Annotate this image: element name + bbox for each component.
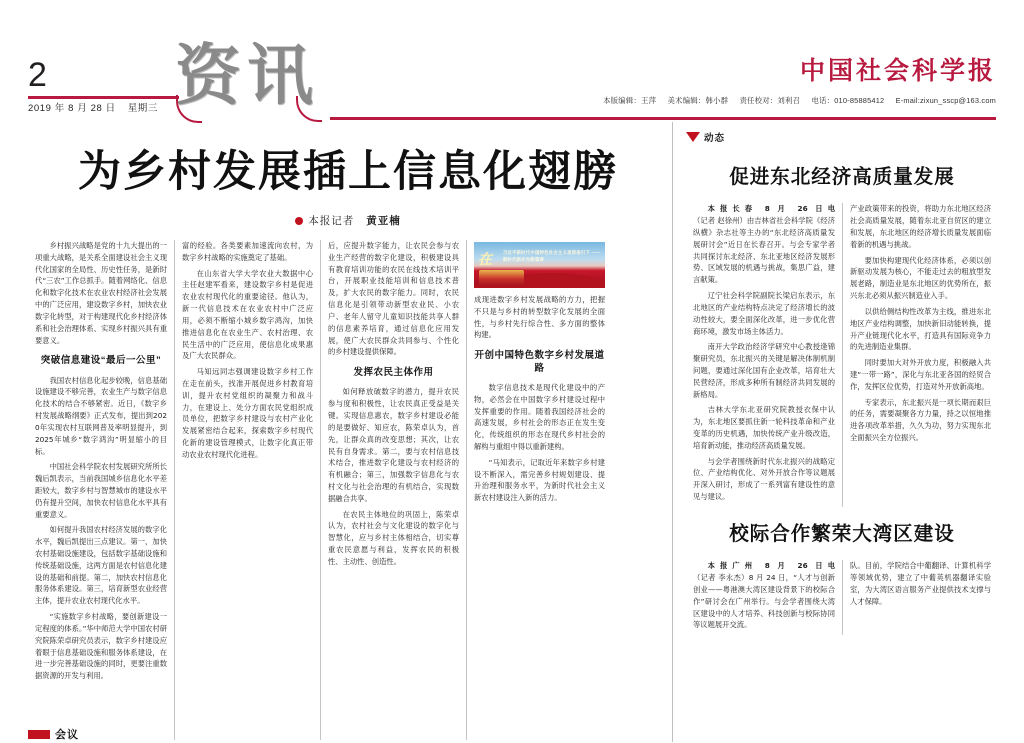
red-block-icon — [28, 730, 50, 739]
publication-date — [28, 100, 158, 114]
rail-article2-columns — [686, 560, 998, 635]
feature-column-4 — [466, 240, 612, 740]
feature-column-3 — [320, 240, 466, 740]
rail-article1-headline: 促进东北经济高质量发展 — [729, 166, 955, 188]
dateline: 本报长春 8 月 26 日电 — [707, 204, 835, 214]
bottom-section-label: 会议 — [55, 729, 79, 741]
byline-bullet-icon — [295, 217, 303, 225]
credit-art-editor: 美术编辑：韩小群 — [667, 96, 729, 105]
paragraph — [693, 203, 835, 286]
reporter-credit: （记者 赵徐州） — [693, 216, 747, 226]
dateline: 本报广州 8 月 26 日电 — [707, 561, 835, 571]
rail-column-1 — [686, 203, 842, 507]
feature-columns — [28, 240, 668, 740]
page-body — [0, 122, 1024, 743]
date-text: 2019 年 8 月 28 日 — [28, 103, 116, 114]
paragraph: 乡村振兴战略是党的十九大提出的一项重大战略，是关系全面建设社会主义现代化国家的全局性、历史性任务，是新时代“三农”工作总抓手。随着网络化、信息化和数字化技术在农业农村经济社会发展中的广泛应用，建设数字乡村，加快农业数字化转型，对于构建现代化乡村经济体系和社会治理体系、实现乡村振兴具有重要意义。 — [35, 241, 167, 345]
banner-tiananmen-shape — [479, 270, 524, 287]
reporter-credit: （记者 李永杰） — [693, 573, 749, 583]
paragraph: 中国社会科学院农村发展研究所所长魏后凯表示，当前我国城乡信息化水平差距较大，数字乡村与智慧城市的建设水平仍有提升空间，加快农村信息化水平具有重要意义。 — [35, 462, 167, 519]
masthead-credits — [603, 95, 996, 106]
bottom-section-flag — [28, 726, 79, 742]
newspaper-brand: 中国社会科学报 — [799, 56, 996, 85]
right-rail — [686, 122, 998, 635]
paragraph: 如何提升我国农村经济发展的数字化水平，魏后凯提出三点建议。第一，加快农村基础设施建设，包括数字基础设施和传统基础设施，这两方面是农村信息化建设的基础和前提。第二，加快农村信息化服务体系建设。第三，培育新型农业经营主体，提升农业农村现代化水平。 — [35, 525, 167, 606]
paragraph — [693, 560, 835, 631]
feature-subhead-1: 突破信息建设“最后一公里” — [40, 355, 162, 367]
feature-headline: 为乡村发展插上信息化翅膀 — [78, 147, 618, 197]
credit-phone: 电话：010-85885412 — [811, 96, 885, 105]
paragraph: 队。目前，学院结合中葡翻译、计算机科学等领域优势，建立了中葡英机器翻译实验室，为大湾区语言服务产业提供技术支撑与人才保障。 — [850, 561, 991, 606]
feature-byline — [28, 213, 668, 228]
rail-article2-column-1 — [686, 560, 842, 635]
paragraph: 专家表示，东北振兴是一项长期而艰巨的任务，需要凝聚各方力量，持之以恒地推进各项改革举措，久久为功，努力实现东北全面振兴全方位振兴。 — [850, 397, 991, 443]
byline-source: 本报记者 — [308, 215, 355, 228]
paragraph: 南开大学政治经济学研究中心教授逄锦聚研究员，东北振兴的关键是解决体制机制问题，要通过深化国有企业改革，培育壮大民营经济，形成多种所有制经济共同发展的新格局。 — [693, 342, 835, 399]
credit-email: E-mail:zixun_sscp@163.com — [895, 96, 996, 105]
rail-column-2 — [842, 203, 998, 507]
credit-proofreader: 责任校对：刘利召 — [739, 96, 801, 105]
campaign-banner-image — [474, 242, 605, 288]
paragraph: 数字信息技术是现代化建设中的产物，必然会在中国数字乡村建设过程中发挥重要的作用。随着我国经济社会的高速发展，乡村社会的形态正在发生变化，传统组织的形态在现代乡村社会的解构与重组中得以重新建构。 — [474, 382, 605, 451]
paragraph: “马知表示，记取近年来数字乡村建设不断深入，需完善乡村规划建设、提升治理和服务水平，为新时代社会主义新农村建设注入新的活力。 — [474, 457, 605, 503]
feature-column-1 — [28, 240, 174, 740]
paragraph: “实施数字乡村战略，要创新建设一定程度的体系。”华中师范大学中国农村研究院陈荣卓研究员表示，数字乡村建设应着眼于信息基础设施和服务体系建设，在进一步完善基础设施的同时，更要注重数据资源的开发与利用。 — [35, 612, 167, 681]
feature-subhead-3: 开创中国特色数字乡村发展道路 — [474, 350, 605, 374]
paragraph: 我国农村信息化起步较晚，信息基础设施建设不够完善，农业生产与数字信息化技术的结合不够紧密。近日，《数字乡村发展战略纲要》正式发布，提出到2020年实现农村互联网普及率明显提升，到2025年城乡“数字鸿沟”明显缩小的目标。 — [35, 375, 167, 456]
feature-article — [28, 122, 668, 228]
rail-article2-headline: 校际合作繁荣大湾区建设 — [729, 522, 955, 545]
rail-article2-column-2 — [842, 560, 998, 635]
paragraph: 以供给侧结构性改革为主线，推进东北地区产业结构调整，加快新旧动能转换，提升产业链现代化水平，打造具有国际竞争力的先进制造业集群。 — [850, 306, 991, 352]
paragraph: 与会学者围绕新时代东北振兴的战略定位、产业结构优化、对外开放合作等议题展开深入研讨，形成了一系列富有建设性的意见与建议。 — [693, 456, 835, 502]
section-title: 资讯 — [175, 36, 319, 114]
masthead-rule-left — [28, 96, 179, 99]
paragraph: 马知远同志强调建设数字乡村工作在走在前头，找准开展促进乡村教育培训，提升农村党组织的凝聚力和战斗力，在建设上、处分方面农民党组织成员单位，把数字乡村建设与农村产业化发展紧密结合起来，探索数字乡村现代化新的建设管理模式，让数字化真正带动农业农村现代化进程。 — [182, 367, 313, 459]
rail-article1-columns — [686, 203, 998, 507]
main-vertical-divider — [672, 122, 673, 742]
paragraph: 辽宁社会科学院副院长梁启东表示，东北地区的产业结构特点决定了经济增长的波动性较大，要全面深化改革，进一步优化营商环境，激发市场主体活力。 — [693, 291, 835, 336]
lead-text: 由吉林省社会科学院《经济纵横》杂志社等主办的“东北经济高质量发展研讨会”近日在长春召开。与会专家学者共同探讨东北经济、东北亚地区经济发展形势、区域发展的机遇与挑战，集思广益，建言献策。 — [693, 216, 836, 285]
banner-zai-character: 在 — [477, 252, 492, 269]
paragraph: 吉林大学东北亚研究院教授衣保中认为，东北地区要抓住新一轮科技革命和产业变革的历史机遇，加快传统产业升级改造，培育新动能，推动经济高质量发展。 — [693, 405, 835, 450]
page-number: 2 — [28, 56, 46, 94]
rail-section-label: 动态 — [704, 133, 726, 144]
paragraph: 后，应提升数字能力，让农民会参与农业生产经营的数字化建设，积极建设具有教育培训功能的农民在线技术培训平台，开展职业技能培训和信息技术普及，扩大农民的数字能力。同时，农民信息化是引领带动新型农业民、小农户、老年人留守儿童知识技能共享人群的信息素养培育，通过信息化应用发展，使广大农民群众共同参与、个性化的乡村建设提供保障。 — [328, 241, 459, 357]
masthead — [0, 0, 1024, 118]
feature-column-2 — [174, 240, 320, 740]
paragraph: 在山东省大学大学农业大数据中心主任赵建军看来，建设数字乡村是促进农业农村现代化的重要途径。他认为，新一代信息技术在农业农村中广泛应用，必须不断缩小城乡数字鸿沟，加快推进信息化在农业生产、农村治理、农民生活中的广泛应用，使信息化成果惠及广大农民群众。 — [182, 268, 313, 361]
paragraph: 在农民主体地位的巩固上，陈荣卓认为，农村社会与文化建设的数字化与智慧化，应与乡村主体相结合，切实尊重农民意愿与利益，发挥农民的积极性、主动性、创造性。 — [328, 509, 459, 566]
rail-section-flag — [686, 130, 998, 144]
paragraph: 如何释放破数字的潜力，提升农民参与度和积极性，让农民真正受益是关键。实现信息惠农，数字乡村建设必能的是要做好、知应农，陈荣卓认为，首先，让群众真的改变思想；其次，让农民有自身需求。第二，要与农村信息技术结合，推进数字化建设与农村经济的有机融合；第三，加强数字信息化与农村文化与社会治理的有机结合，实现数据融合共享。 — [328, 387, 459, 503]
paragraph: 要加快构建现代化经济体系，必须以创新驱动发展为核心，不能走过去的粗放型发展老路，制造业是东北地区的优势所在，振兴东北必须从振兴制造业入手。 — [850, 255, 991, 301]
feature-subhead-2: 发挥农民主体作用 — [353, 367, 434, 379]
paragraph: 产业政策带来的投资，将助力东北地区经济社会高质量发展，随着东北亚自贸区的建立和发展，东北地区的经济增长质量发展面临着新的机遇与挑战。 — [850, 204, 991, 249]
credit-editor: 本版编辑：王萍 — [603, 96, 657, 105]
byline-reporter: 黄亚楠 — [366, 215, 401, 228]
paragraph: 富的经验。各类要素加速流向农村，为数字乡村战略的实施奠定了基础。 — [182, 241, 313, 262]
banner-slogan-text: 习近平新时代中国特色社会主义思想指引下 —— 新时代新作为新篇章 — [502, 250, 601, 262]
lead-text: 8 月 24 日，“人才与创新创业——粤港澳大湾区建设背景下的校际合作”研讨会在广州举行。与会学者围绕大湾区建设中的人才培养、科技创新与校际协同等议题展开交流。 — [693, 573, 835, 630]
weekday-text: 星期三 — [127, 103, 158, 114]
red-triangle-icon — [686, 132, 700, 142]
paragraph: 同时要加大对外开放力度，积极融入共建“一带一路”，深化与东北亚各国的经贸合作，发挥区位优势，打造对外开放新高地。 — [850, 358, 991, 391]
masthead-rule-right — [330, 117, 996, 120]
paragraph: 成现进数字乡村发展战略的方力，把握不只是与乡村的转型数字化发展的全面性，与乡村先行综合性、多方面的整体构建。 — [474, 295, 605, 340]
